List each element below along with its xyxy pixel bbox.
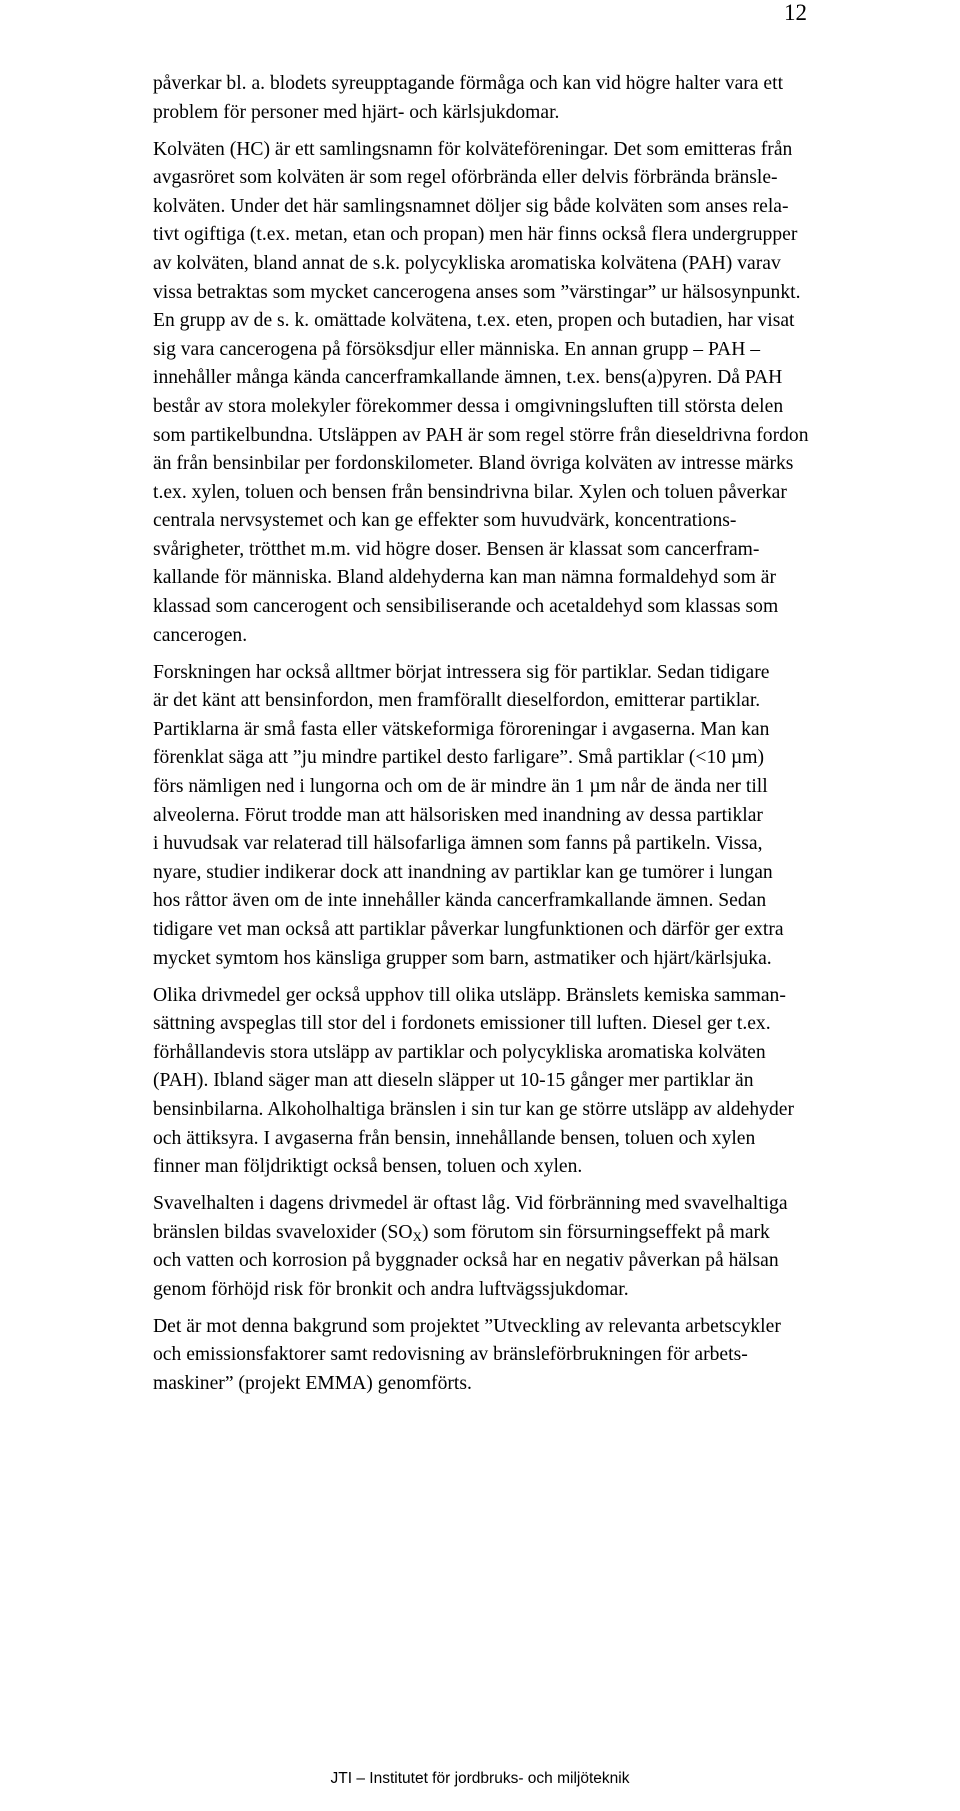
page-number: 12 (784, 0, 807, 25)
text-line: innehåller många kända cancerframkallande ämnen, t.ex. bens(a)pyren. Då PAH (153, 367, 783, 389)
text-line: Partiklarna är små fasta eller vätskeformiga föroreningar i avgaserna. Man kan (153, 718, 770, 740)
text-line: vissa betraktas som mycket cancerogena anses som ”värstingar” ur hälsosynpunkt. (153, 281, 801, 303)
text-line: kolväten. Under det här samlingsnamnet döljer sig både kolväten som anses rela- (153, 195, 789, 217)
text-line: sättning avspeglas till stor del i fordonets emissioner till luften. Diesel ger t.ex. (153, 1013, 771, 1035)
text-line: svårigheter, trötthet m.m. vid högre doser. Bensen är klassat som cancerfram- (153, 538, 760, 560)
text-line: maskiner” (projekt EMMA) genomförts. (153, 1373, 472, 1395)
text-line: En grupp av de s. k. omättade kolvätena, t.ex. eten, propen och butadien, har visat (153, 310, 795, 332)
text-line: nyare, studier indikerar dock att inandning av partiklar kan ge tumörer i lungan (153, 861, 773, 883)
text-line: kallande för människa. Bland aldehyderna kan man nämna formaldehyd som är (153, 567, 776, 589)
paragraph-hydrocarbons (153, 136, 813, 651)
paragraph-sulphur (153, 1190, 813, 1304)
sox-tail: ) som förutom sin försurningseffekt på mark (421, 1221, 770, 1243)
text-line: förs nämligen ned i lungorna och om de är mindre än 1 µm når de ända ner till (153, 776, 768, 798)
text-line: avgasröret som kolväten är som regel oförbrända eller delvis förbrända bränsle- (153, 167, 778, 189)
text-line: Svavelhalten i dagens drivmedel är oftast låg. Vid förbränning med svavelhaltiga (153, 1193, 788, 1215)
text-line: påverkar bl. a. blodets syreupptagande förmåga och kan vid högre halter vara ett (153, 73, 784, 94)
text-line: tivt ogiftiga (t.ex. metan, etan och propan) men här finns också flera undergrupper (153, 224, 798, 246)
text-line: och emissionsfaktorer samt redovisning av bränsleförbrukningen för arbets- (153, 1344, 748, 1366)
text-line: Kolväten (HC) är ett samlingsnamn för kolväteföreningar. Det som emitteras från (153, 138, 793, 160)
paragraph-particles (153, 659, 813, 974)
text-line: i huvudsak var relaterad till hälsofarliga ämnen som fanns på partikeln. Vissa, (153, 833, 763, 855)
text-line: förhållandevis stora utsläpp av partiklar och polycykliska aromatiska kolväten (153, 1041, 766, 1063)
text-line: som partikelbundna. Utsläppen av PAH är som regel större från dieseldrivna fordon (153, 424, 809, 446)
sox-prefix: bränslen bildas svaveloxider (SO (153, 1221, 413, 1243)
paragraph-project (153, 1313, 813, 1399)
text-line: sig vara cancerogena på försöksdjur eller människa. En annan grupp – PAH – (153, 338, 761, 360)
text-line-sox (153, 1219, 813, 1248)
text-line: Forskningen har också alltmer börjat intressera sig för partiklar. Sedan tidigare (153, 661, 770, 683)
text-line: mycket symtom hos känsliga grupper som barn, astmatiker och hjärt/kärlsjuka. (153, 947, 772, 969)
text-line: finner man följdriktigt också bensen, toluen och xylen. (153, 1156, 583, 1178)
text-line: tidigare vet man också att partiklar påverkar lungfunktionen och därför ger extra (153, 919, 784, 940)
text-line: av kolväten, bland annat de s.k. polycykliska aromatiska kolvätena (PAH) varav (153, 252, 781, 274)
text-line: och ättiksyra. I avgaserna från bensin, innehållande bensen, toluen och xylen (153, 1127, 756, 1149)
text-line: består av stora molekyler förekommer dessa i omgivningsluften till största delen (153, 395, 784, 417)
text-line: centrala nervsystemet och kan ge effekter som huvudvärk, koncentrations- (153, 510, 737, 532)
paragraph-co-effects (153, 70, 813, 127)
text-line: problem för personer med hjärt- och kärlsjukdomar. (153, 101, 560, 123)
text-line: hos råttor även om de inte innehåller kända cancerframkallande ämnen. Sedan (153, 890, 767, 912)
page-footer: JTI – Institutet för jordbruks- och miljöteknik (330, 1770, 630, 1787)
text-line: Olika drivmedel ger också upphov till olika utsläpp. Bränslets kemiska samman- (153, 984, 786, 1006)
text-line: är det känt att bensinfordon, men framförallt dieselfordon, emitterar partiklar. (153, 690, 761, 712)
text-line: klassad som cancerogent och sensibiliserande och acetaldehyd som klassas som (153, 596, 779, 618)
paragraph-fuels (153, 982, 813, 1182)
text-line: t.ex. xylen, toluen och bensen från bensindrivna bilar. Xylen och toluen påverkar (153, 481, 787, 503)
text-line: och vatten och korrosion på byggnader också har en negativ påverkan på hälsan (153, 1250, 779, 1272)
text-line: alveolerna. Förut trodde man att hälsorisken med inandning av dessa partiklar (153, 804, 763, 826)
text-line: cancerogen. (153, 624, 248, 646)
text-line: än från bensinbilar per fordonskilometer. Bland övriga kolväten av intresse märks (153, 453, 794, 475)
text-line: genom förhöjd risk för bronkit och andra luftvägssjukdomar. (153, 1278, 629, 1300)
text-line: förenklat säga att ”ju mindre partikel desto farligare”. Små partiklar (<10 µm) (153, 747, 765, 769)
text-line: Det är mot denna bakgrund som projektet ”Utveckling av relevanta arbetscykler (153, 1315, 781, 1337)
body-text (153, 70, 813, 1399)
text-line: bensinbilarna. Alkoholhaltiga bränslen i sin tur kan ge större utsläpp av aldehyder (153, 1098, 794, 1120)
sox-subscript: X (412, 1228, 422, 1244)
text-line: (PAH). Ibland säger man att dieseln släpper ut 10-15 gånger mer partiklar än (153, 1070, 754, 1092)
